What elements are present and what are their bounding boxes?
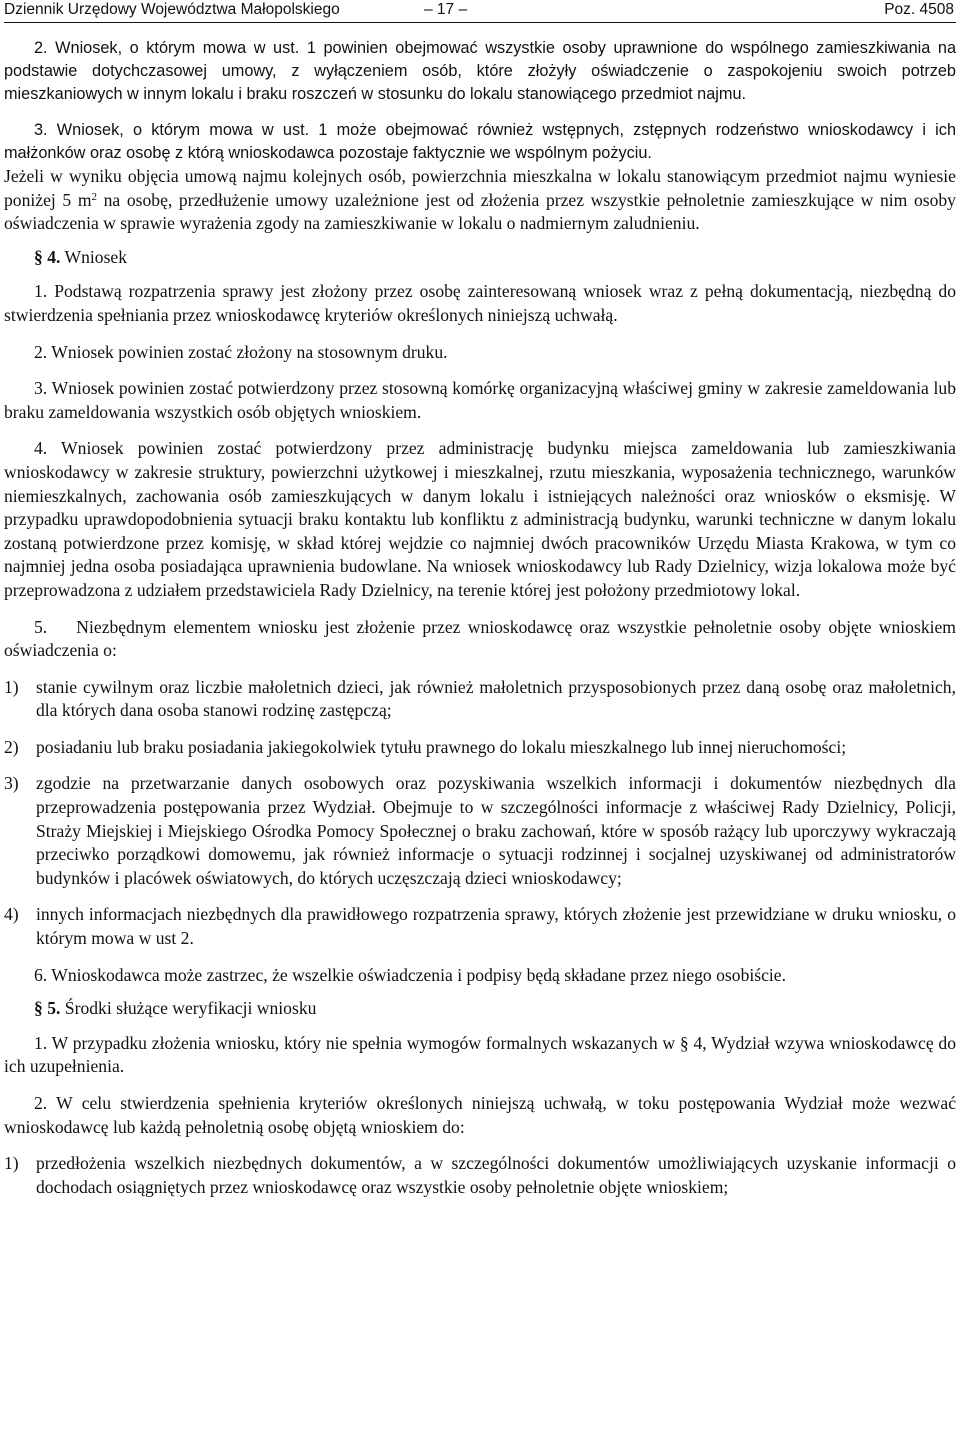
page-header bbox=[4, 0, 956, 23]
section-number: § 5. bbox=[34, 998, 61, 1019]
paragraph-3-continuation bbox=[4, 165, 956, 236]
list-item-number: 1) bbox=[4, 1153, 19, 1174]
list-item-text: stanie cywilnym oraz liczbie małoletnich dzieci, jak również małoletnich przysposobionych przez daną osobę oraz małoletnich, dla których dana osoba stanowi rodzinę zastępczą; bbox=[36, 676, 956, 721]
list-item-number: 3) bbox=[4, 773, 19, 794]
section-number: § 4. bbox=[34, 246, 61, 267]
list-item-text: innych informacjach niezbędnych dla prawidłowego rozpatrzenia sprawy, których złożenie jest przewidziane w druku wniosku, o którym mowa w ust 2. bbox=[36, 904, 956, 949]
paragraph-2: 2. Wniosek, o którym mowa w ust. 1 powinien obejmować wszystkie osoby uprawnione do wspólnego zamieszkiwania na podstawie dotychczasowej umowy, z wyłączeniem osób, które złożyły oświadczenie o zaspokojeniu swoich potrzeb mieszkaniowych w innym lokalu i braku roszczeń w stosunku do lokalu stanowiącego przedmiot najmu. bbox=[4, 39, 956, 103]
paragraph-3 bbox=[4, 119, 956, 165]
journal-title: Dziennik Urzędowy Województwa Małopolskiego bbox=[4, 1, 340, 18]
list-item-text: zgodzie na przetwarzanie danych osobowych oraz pozyskiwania wszelkich informacji i dokumentów niezbędnych dla przeprowadzenia postępowania przez Wydział. Obejmuje to w szczególności informacje z właściwej Rady Dzielnicy, Policji, Straży Miejskiej i Miejskiego Ośrodka Pomocy Społecznej o braku zachowań, które w sposób rażący lub uporczywy wykraczają przeciwko porządkowi domowemu, jak również informacje o sytuacji rodzinnej i socjalnej uzyskiwanej od administratorów budynków i placówek oświatowych, do których uczęszczają dzieci wnioskodawcy; bbox=[36, 773, 956, 888]
list-item-number: 4) bbox=[4, 904, 19, 925]
list-item bbox=[4, 1152, 956, 1199]
page-number: – 17 – bbox=[424, 1, 468, 18]
section-4-heading bbox=[34, 246, 956, 270]
list-item-number: 1) bbox=[4, 676, 19, 697]
paragraph-3-text-post: na osobę, przedłużenie umowy uzależnione jest od złożenia przez wszystkie pełnoletnie zamieszkujące w nim osoby oświadczenia w sprawie wyrażenia zgody na zamieszkiwanie w lokalu o nadmiernym zaludnieniu. bbox=[4, 189, 956, 234]
s4-paragraph-1: 1. Podstawą rozpatrzenia sprawy jest złożony przez osobę zainteresowaną wniosek wraz z pełną dokumentacją, niezbędną do stwierdzenia spełniania przez wnioskodawcę kryteriów określonych niniejszą uchwałą. bbox=[4, 281, 956, 325]
section-5-heading bbox=[34, 997, 956, 1021]
s5-paragraph-1: 1. W przypadku złożenia wniosku, który nie spełnia wymogów formalnych wskazanych w § 4, Wydział wzywa wnioskodawcę do ich uzupełnienia. bbox=[4, 1032, 956, 1077]
s4-paragraph-2: 2. Wniosek powinien zostać złożony na stosownym druku. bbox=[34, 341, 448, 362]
paragraph-3-text-pre: Jeżeli w wyniku objęcia umową najmu kolejnych osób, powierzchnia mieszkalna w lokalu stanowiącym przedmiot najmu wyniesie poniżej 5 m bbox=[4, 166, 956, 210]
position-number: Poz. 4508 bbox=[884, 1, 954, 18]
list-item bbox=[4, 772, 956, 890]
s5-p2-list bbox=[4, 1152, 956, 1199]
list-item-text: posiadaniu lub braku posiadania jakiegokolwiek tytułu prawnego do lokalu mieszkalnego lub innej nieruchomości; bbox=[36, 736, 847, 757]
paragraph-3-text: 3. Wniosek, o którym mowa w ust. 1 może obejmować również wstępnych, zstępnych rodzeństwo wnioskodawcy i ich małżonków oraz osobę z którą wnioskodawca pozostaje faktycznie we wspólnym pożyciu. bbox=[4, 121, 956, 162]
s5-paragraph-2: 2. W celu stwierdzenia spełnienia kryteriów określonych niniejszą uchwałą, w toku postępowania Wydział może wezwać wnioskodawcę lub każdą pełnoletnią osobę objętą wnioskiem do: bbox=[4, 1093, 956, 1137]
s4-paragraph-3: 3. Wniosek powinien zostać potwierdzony przez stosowną komórkę organizacyjną właściwej gminy w zakresie zameldowania lub braku zameldowania wszystkich osób objętych wnioskiem. bbox=[4, 378, 956, 422]
list-item bbox=[4, 903, 956, 950]
document-page bbox=[4, 0, 956, 1199]
superscript-2: 2 bbox=[91, 190, 98, 203]
s4-paragraph-4: 4. Wniosek powinien zostać potwierdzony przez administrację budynku miejsca zameldowania lub zamieszkiwania wnioskodawcy w zakresie struktury, powierzchni użytkowej i mieszkalnej, rzutu mieszkania, wyposażenia technicznego, warunków niemieszkalnych, zachowania osób zamieszkujących w danym lokalu i istniejących należności oraz wniosków o eksmisję. W przypadku uprawdopodobnienia sytuacji braku kontaktu lub konfliktu z administracją budynku, warunki techniczne w danym lokalu zostaną potwierdzone przez komisję, w skład której wejdzie co najmniej dwóch pracowników Urzędu Miasta Krakowa, w tym co najmniej jedna osoba posiadająca uprawnienia budowlane. Na wniosek wnioskodawcy lub Rady Dzielnicy, wizja lokalowa może być przeprowadzona z udziałem przedstawiciela Rady Dzielnicy, na terenie której jest położony przedmiotowy lokal. bbox=[4, 438, 956, 600]
s4-paragraph-6: 6. Wnioskodawca może zastrzec, że wszelkie oświadczenia i podpisy będą składane przez niego osobiście. bbox=[34, 964, 787, 985]
s4-paragraph-5: 5. Niezbędnym elementem wniosku jest złożenie przez wnioskodawcę oraz wszystkie pełnoletnie osoby objęte wnioskiem oświadczenia o: bbox=[4, 616, 956, 661]
list-item-text: przedłożenia wszelkich niezbędnych dokumentów, a w szczególności dokumentów umożliwiających uzyskanie informacji o dochodach osiągniętych przez wnioskodawcę oraz wszystkie osoby pełnoletnie objęte wnioskiem; bbox=[36, 1153, 956, 1197]
list-item-number: 2) bbox=[4, 736, 19, 757]
section-title: Wniosek bbox=[64, 246, 128, 267]
list-item bbox=[4, 736, 956, 760]
list-item bbox=[4, 676, 956, 723]
s4-p5-list bbox=[4, 676, 956, 951]
section-title: Środki służące weryfikacji wniosku bbox=[64, 998, 317, 1019]
